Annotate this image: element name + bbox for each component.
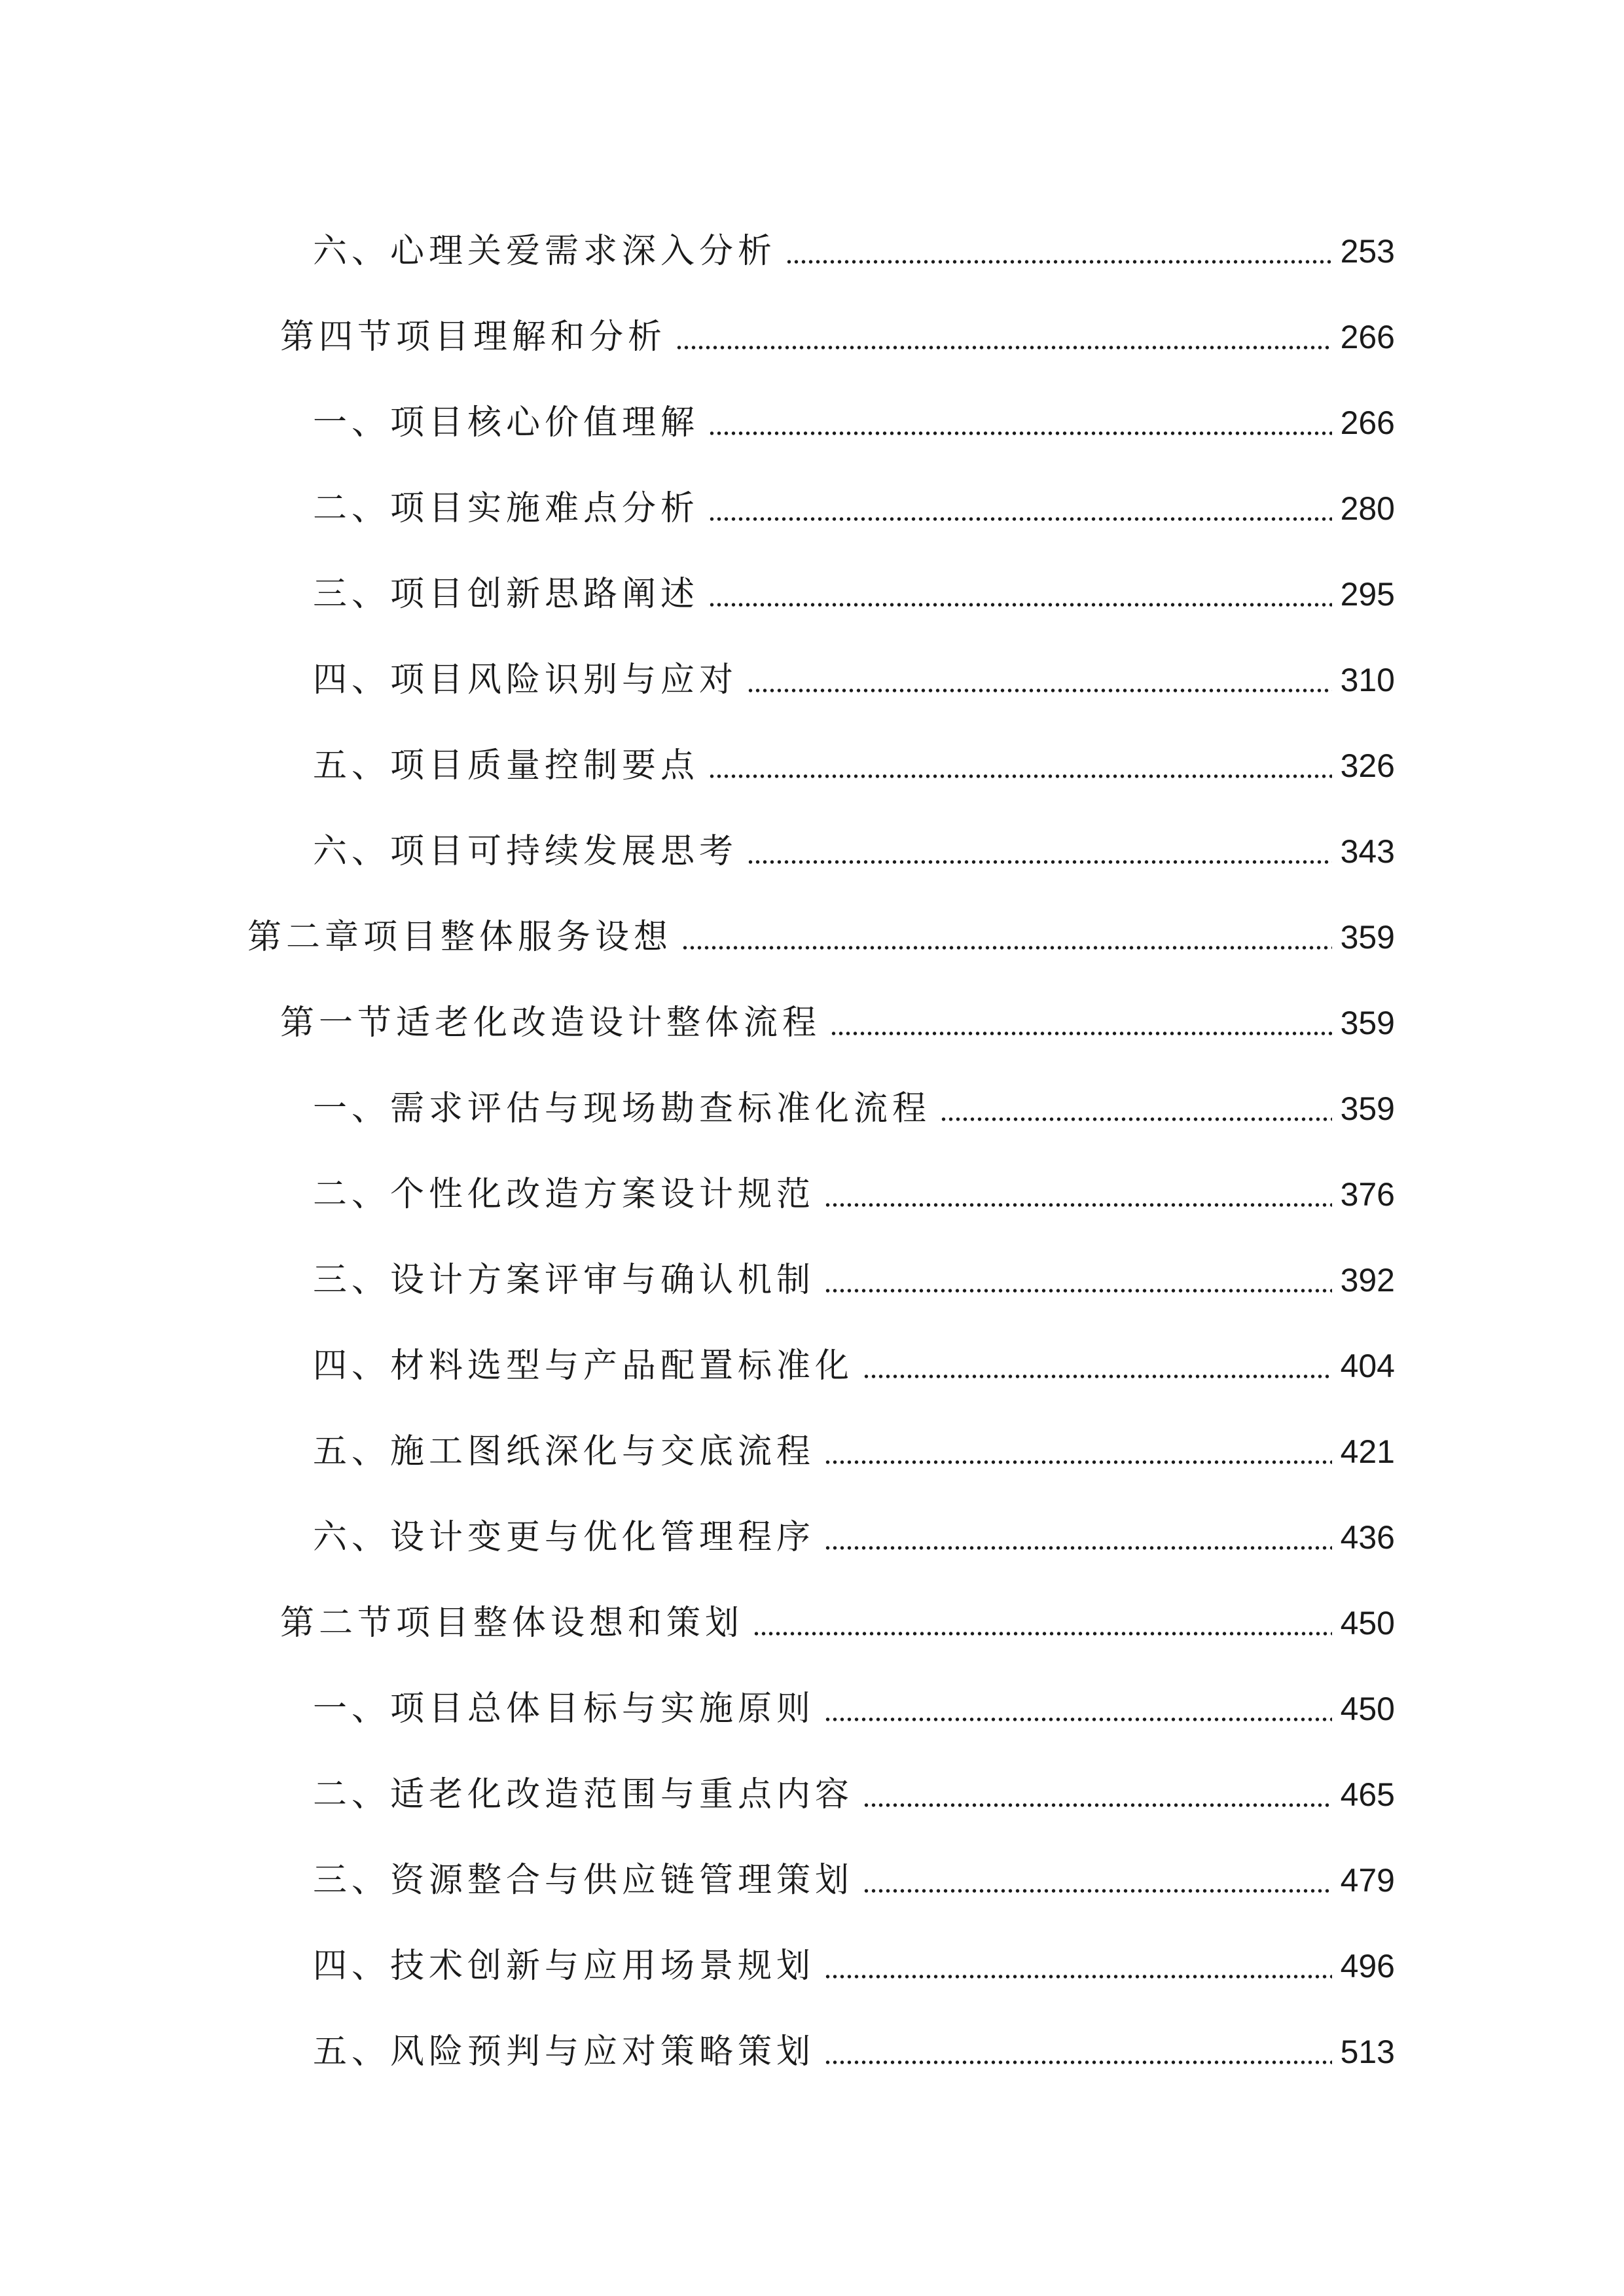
toc-entry[interactable]	[0, 1923, 1624, 2009]
toc-entry-page: 310	[1340, 661, 1395, 698]
toc-dot-leader	[863, 1374, 1332, 1379]
toc-entry-page: 359	[1340, 1004, 1395, 1041]
toc-dot-leader	[708, 602, 1332, 607]
table-of-contents	[0, 208, 1624, 2094]
toc-entry-title: 第一节适老化改造设计整体流程	[280, 1003, 821, 1043]
toc-dot-leader	[676, 345, 1332, 350]
toc-entry-title: 第四节项目理解和分析	[280, 317, 667, 357]
toc-entry-page: 359	[1340, 918, 1395, 956]
toc-entry-page: 392	[1340, 1261, 1395, 1299]
toc-dot-leader	[747, 859, 1332, 865]
toc-entry-page: 343	[1340, 833, 1395, 870]
toc-entry-title: 一、项目总体目标与实施原则	[313, 1689, 816, 1729]
toc-entry[interactable]	[0, 1408, 1624, 1494]
toc-entry-page: 465	[1340, 1776, 1395, 1813]
toc-entry-page: 326	[1340, 747, 1395, 784]
toc-entry[interactable]	[0, 1323, 1624, 1408]
toc-entry-page: 436	[1340, 1518, 1395, 1556]
toc-entry[interactable]	[0, 380, 1624, 465]
toc-entry-title: 四、项目风险识别与应对	[313, 660, 738, 700]
toc-dot-leader	[753, 1631, 1332, 1636]
toc-dot-leader	[708, 774, 1332, 779]
toc-entry[interactable]	[0, 551, 1624, 637]
toc-entry[interactable]	[0, 1494, 1624, 1580]
toc-entry[interactable]	[0, 1837, 1624, 1923]
toc-entry-title: 一、项目核心价值理解	[313, 403, 700, 442]
toc-entry[interactable]	[0, 637, 1624, 723]
toc-entry-title: 四、技术创新与应用场景规划	[313, 1946, 816, 1986]
toc-entry[interactable]	[0, 1751, 1624, 1837]
toc-entry-title: 二、适老化改造范围与重点内容	[313, 1774, 854, 1814]
toc-entry[interactable]	[0, 2009, 1624, 2094]
toc-entry-page: 404	[1340, 1347, 1395, 1384]
toc-entry-page: 421	[1340, 1433, 1395, 1470]
toc-entry[interactable]	[0, 1151, 1624, 1237]
toc-entry[interactable]	[0, 1666, 1624, 1751]
toc-entry-title: 三、项目创新思路阐述	[313, 574, 700, 614]
toc-dot-leader	[824, 1545, 1332, 1551]
toc-entry-page: 450	[1340, 1604, 1395, 1641]
toc-entry[interactable]	[0, 208, 1624, 294]
toc-dot-leader	[747, 688, 1332, 693]
toc-dot-leader	[824, 1202, 1332, 1208]
toc-dot-leader	[863, 1803, 1332, 1808]
toc-entry-page: 513	[1340, 2033, 1395, 2070]
toc-entry[interactable]	[0, 294, 1624, 380]
toc-entry-page: 359	[1340, 1090, 1395, 1127]
toc-entry-title: 六、项目可持续发展思考	[313, 831, 738, 871]
toc-entry-title: 五、施工图纸深化与交底流程	[313, 1431, 816, 1471]
toc-entry-page: 479	[1340, 1861, 1395, 1899]
toc-entry-title: 二、个性化改造方案设计规范	[313, 1174, 816, 1214]
toc-dot-leader	[708, 431, 1332, 436]
toc-entry-page: 253	[1340, 232, 1395, 270]
toc-entry-title: 第二节项目整体设想和策划	[280, 1603, 744, 1643]
toc-entry-title: 六、设计变更与优化管理程序	[313, 1517, 816, 1557]
toc-dot-leader	[863, 1888, 1332, 1893]
toc-dot-leader	[681, 945, 1332, 950]
toc-dot-leader	[824, 1460, 1332, 1465]
toc-dot-leader	[940, 1117, 1332, 1122]
toc-dot-leader	[824, 1974, 1332, 1979]
toc-dot-leader	[824, 1288, 1332, 1293]
toc-entry[interactable]	[0, 1237, 1624, 1323]
toc-entry-page: 295	[1340, 575, 1395, 613]
toc-entry-title: 三、设计方案评审与确认机制	[313, 1260, 816, 1300]
toc-entry-title: 五、风险预判与应对策略策划	[313, 2032, 816, 2072]
toc-entry-page: 266	[1340, 318, 1395, 355]
toc-entry[interactable]	[0, 465, 1624, 551]
toc-dot-leader	[830, 1031, 1332, 1036]
toc-entry-title: 六、心理关爱需求深入分析	[313, 231, 777, 271]
toc-entry[interactable]	[0, 808, 1624, 894]
toc-entry-title: 五、项目质量控制要点	[313, 745, 700, 785]
toc-dot-leader	[708, 516, 1332, 522]
toc-entry[interactable]	[0, 723, 1624, 808]
toc-entry-page: 376	[1340, 1175, 1395, 1213]
toc-dot-leader	[785, 259, 1332, 264]
toc-entry-title: 第二章项目整体服务设想	[247, 917, 673, 957]
toc-entry-title: 一、需求评估与现场勘查标准化流程	[313, 1088, 931, 1128]
toc-entry-page: 266	[1340, 404, 1395, 441]
toc-entry[interactable]	[0, 1580, 1624, 1666]
toc-entry-title: 二、项目实施难点分析	[313, 488, 700, 528]
toc-dot-leader	[824, 2060, 1332, 2065]
toc-entry[interactable]	[0, 980, 1624, 1066]
toc-entry-page: 450	[1340, 1690, 1395, 1727]
toc-entry[interactable]	[0, 1066, 1624, 1151]
toc-entry-page: 496	[1340, 1947, 1395, 1984]
toc-entry-page: 280	[1340, 490, 1395, 527]
toc-dot-leader	[824, 1717, 1332, 1722]
toc-entry[interactable]	[0, 894, 1624, 980]
toc-entry-title: 三、资源整合与供应链管理策划	[313, 1860, 854, 1900]
toc-entry-title: 四、材料选型与产品配置标准化	[313, 1346, 854, 1386]
